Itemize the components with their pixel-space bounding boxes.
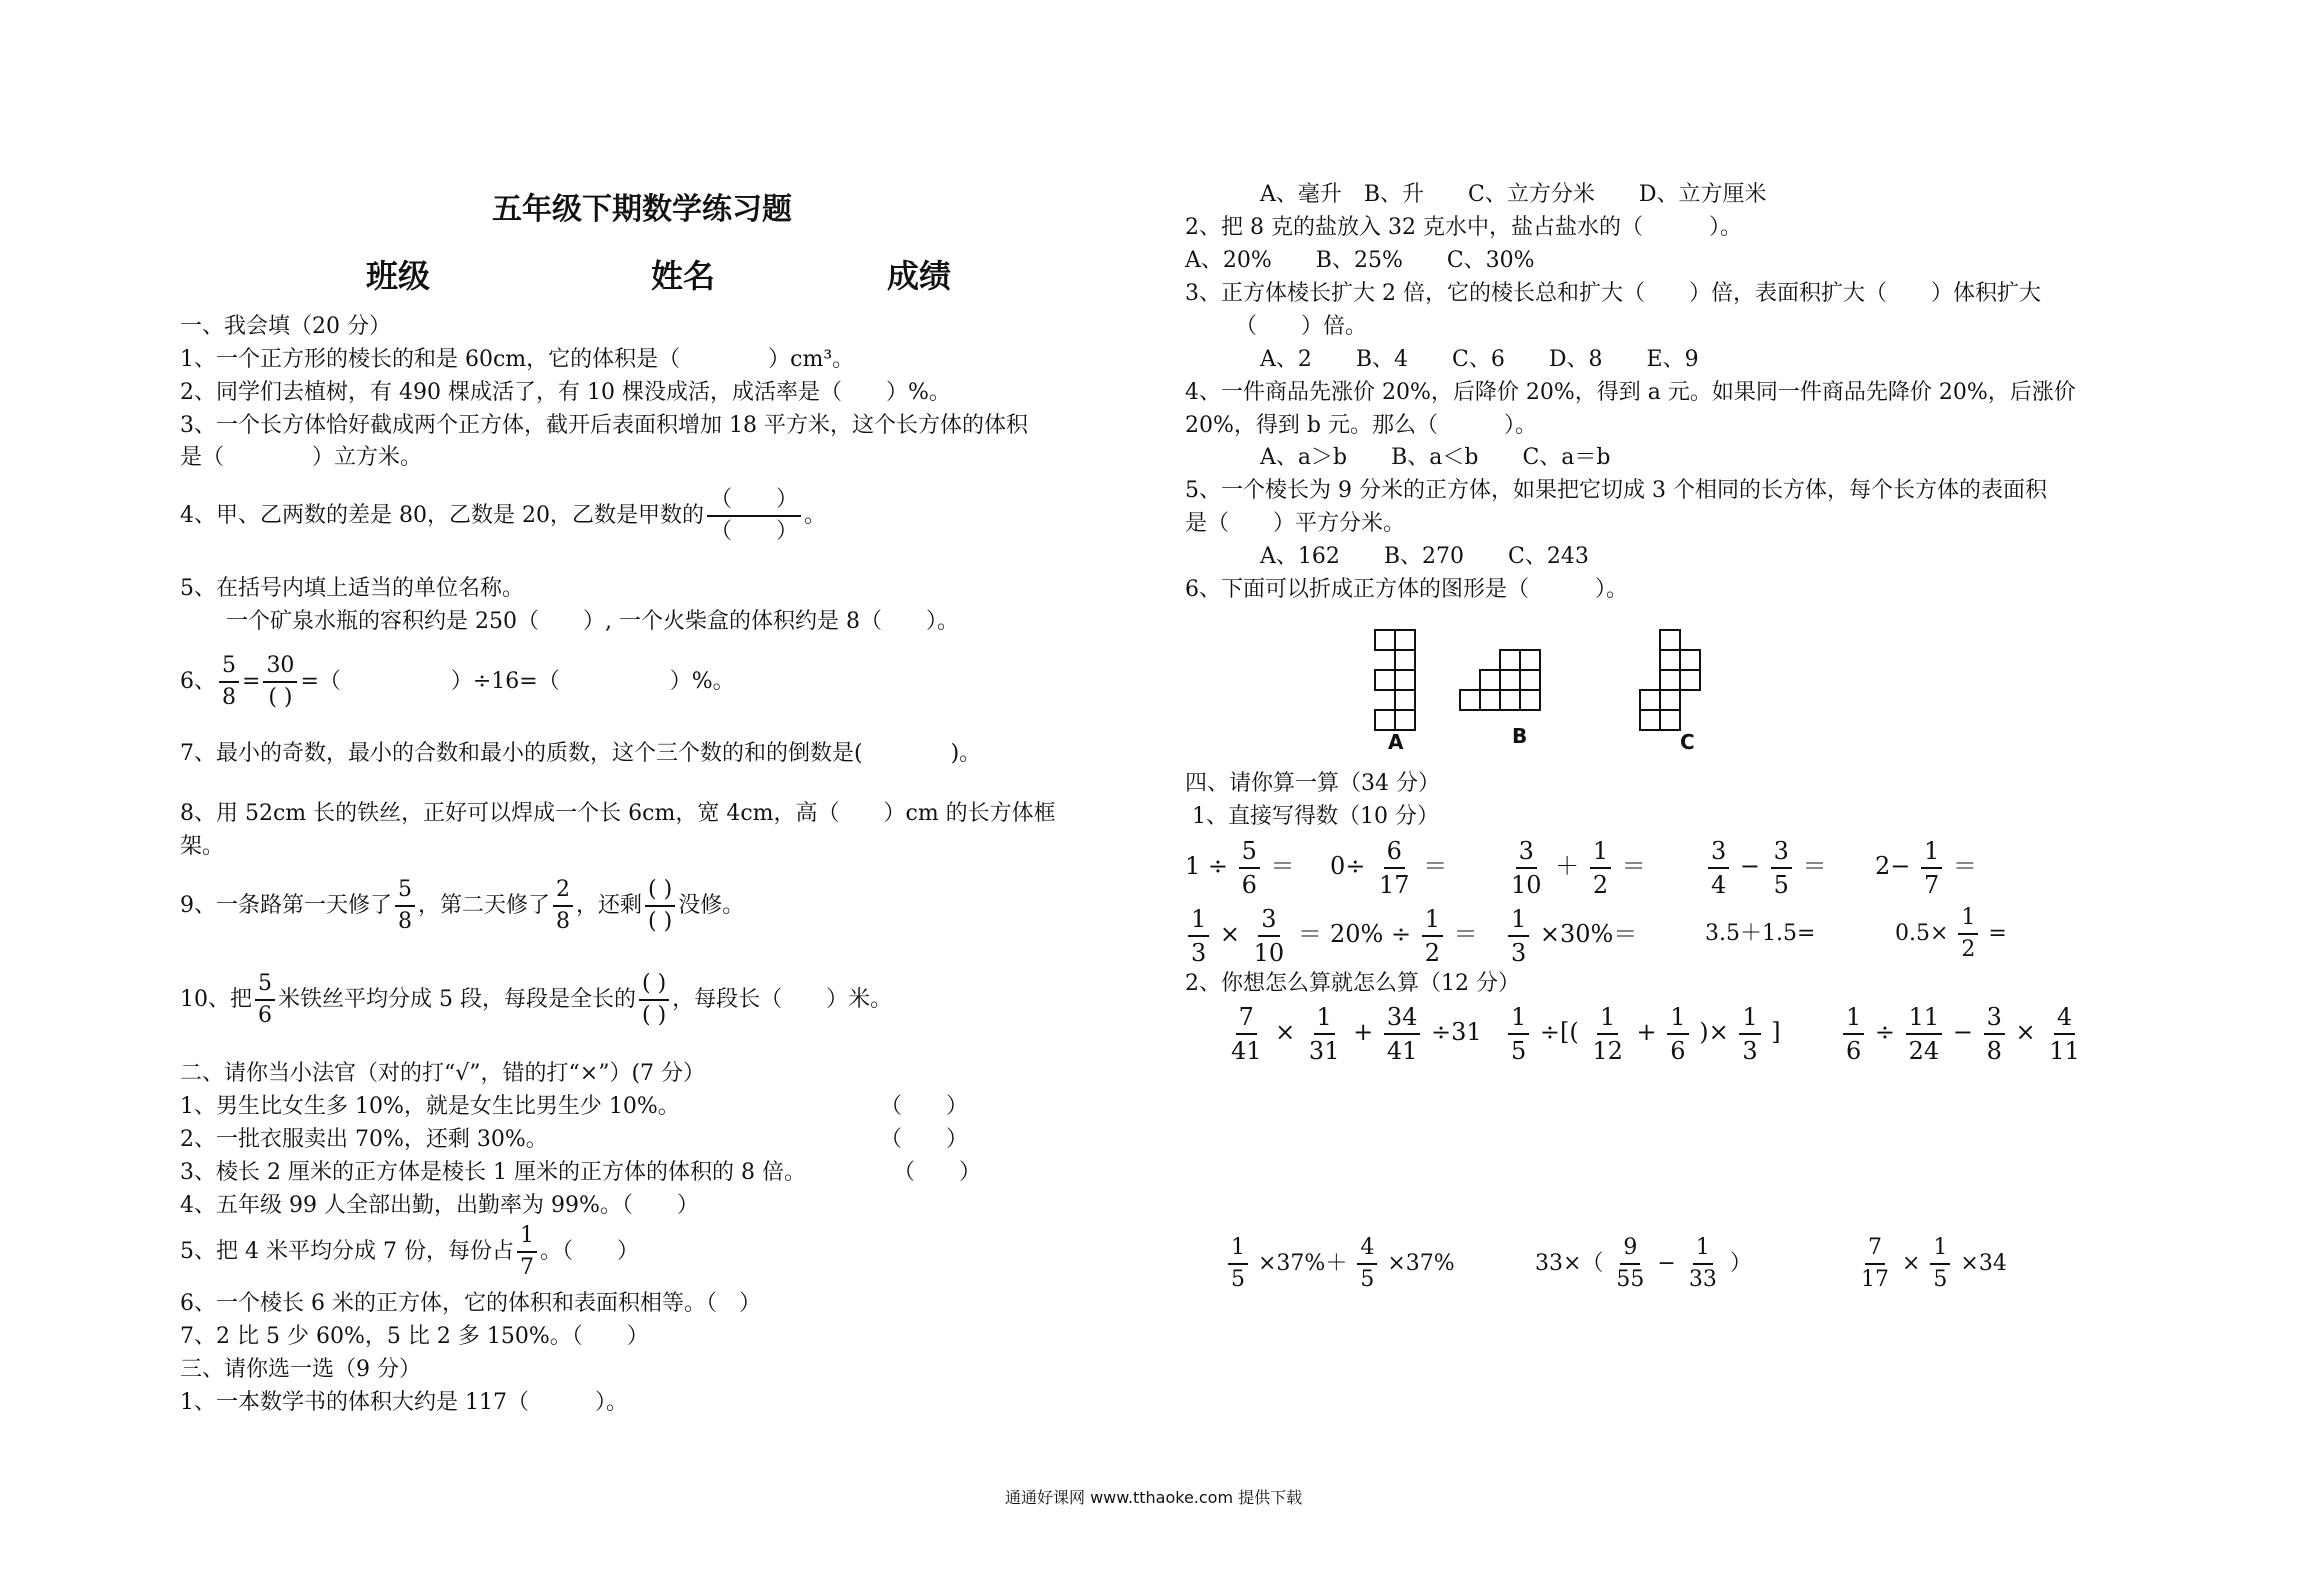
q6-f2-num: 30 — [263, 655, 297, 683]
s1-q5a: 5、在括号内填上适当的单位名称。 — [180, 576, 524, 601]
s4-sub1: 1、直接写得数（10 分） — [1192, 804, 1439, 829]
q10-f1-den: 6 — [258, 1003, 272, 1028]
section3-heading: 三、请你选一选（9 分） — [180, 1357, 421, 1382]
calc-3-3: $\frac{1}{6}$ ÷ $\frac{11}{24}$ − $\frac{3}{8}$ × $\frac{4}{11}$ — [1840, 1002, 2086, 1063]
calc-4-3: $\frac{7}{17}$ × $\frac{1}{5}$ ×34 — [1861, 1235, 2007, 1292]
section4-heading: 四、请你算一算（34 分） — [1185, 771, 1440, 796]
calc-1-3: $\frac{3}{10}$ ＋ $\frac{1}{2}$ ＝ — [1511, 836, 1646, 899]
calc-2-4: 3.5＋1.5= — [1705, 921, 1816, 946]
q4-fraction — [707, 489, 801, 543]
q9-fraction-2 — [553, 879, 573, 933]
q10-f2-den: ( ) — [642, 1003, 667, 1028]
q10-f1-num: 5 — [255, 973, 275, 1001]
s3-q5a: 5、一个棱长为 9 分米的正方体，如果把它切成 3 个相同的长方体，每个长方体的表面积 — [1185, 478, 2047, 503]
s1-q5b: 一个矿泉水瓶的容积约是 250（ ）, 一个火柴盒的体积约是 8（ ）。 — [226, 609, 959, 634]
q4-frac-den: （ ） — [709, 519, 798, 544]
s3-q3-options: A、2 B、4 C、6 D、8 E、9 — [1260, 347, 1699, 372]
footer-credit: 通通好课网 www.tthaoke.com 提供下载 — [1005, 1488, 1303, 1507]
q6-rest: =（ ）÷16=（ ）%。 — [300, 669, 735, 694]
q9-end: 没修。 — [678, 893, 745, 918]
q9-mid2: ，还剩 — [576, 893, 643, 918]
calc-3-1: $\frac{7}{41}$ × $\frac{1}{31}$ + $\frac{34}{41}$ ÷31 — [1231, 1002, 1482, 1065]
s2-q5-num: 1 — [517, 1225, 537, 1253]
calc-2-5: 0.5× $\frac{1}{2}$ = — [1895, 905, 2007, 962]
section1-heading: 一、我会填（20 分） — [180, 314, 391, 339]
cube-net-figures — [1370, 625, 1730, 755]
s1-q8b: 架。 — [180, 834, 225, 859]
q9-f3-den: ( ) — [648, 909, 673, 934]
figure-label-a: A — [1388, 730, 1404, 754]
s4-sub2: 2、你想怎么算就怎么算（12 分） — [1185, 971, 1520, 996]
s2-q4: 4、五年级 99 人全部出勤，出勤率为 99%。（ ） — [180, 1193, 699, 1218]
s1-q6 — [180, 655, 735, 709]
s1-q3b: 是（ ）立方米。 — [180, 445, 423, 470]
s3-q1: 1、一本数学书的体积大约是 117（ ）。 — [180, 1390, 628, 1415]
q10-text: 10、把 — [180, 987, 252, 1012]
q6-fraction-1 — [219, 655, 239, 709]
q9-mid: ，第二天修了 — [418, 893, 551, 918]
q4-frac-num: （ ） — [707, 489, 801, 517]
s1-q8a: 8、用 52cm 长的铁丝，正好可以焊成一个长 6cm，宽 4cm，高（ ）cm 的长方体框 — [180, 801, 1056, 826]
s3-q4b: 20%，得到 b 元。那么（ ）。 — [1185, 413, 1537, 438]
calc-1-1: 1 ÷ $\frac{5}{6}$ ＝ — [1185, 836, 1295, 899]
s3-q5b: 是（ ）平方分米。 — [1185, 511, 1406, 536]
s1-q7: 7、最小的奇数，最小的合数和最小的质数，这个三个数的和的倒数是( )。 — [180, 741, 982, 766]
q9-f1-num: 5 — [395, 879, 415, 907]
q6-fraction-2 — [263, 655, 297, 709]
s3-q2-options: A、20% B、25% C、30% — [1185, 248, 1535, 273]
net-figure-a — [1375, 630, 1415, 730]
s3-q6: 6、下面可以折成正方体的图形是（ ）。 — [1185, 577, 1628, 602]
calc-3-2: $\frac{1}{5}$ ÷[( $\frac{1}{12}$ + $\frac{1}{6}$ )× $\frac{1}{3}$ ] — [1505, 1002, 1781, 1063]
figure-label-c: C — [1680, 730, 1695, 754]
s2-q5-den: 7 — [519, 1255, 534, 1280]
calc-4-1: $\frac{1}{5}$ ×37%＋ $\frac{4}{5}$ ×37% — [1225, 1234, 1455, 1294]
s2-q5-text: 5、把 4 米平均分成 7 份，每份占 — [180, 1239, 514, 1264]
q9-f2-num: 2 — [553, 879, 573, 907]
calc-2-2: 20% ÷ $\frac{1}{2}$ ＝ — [1330, 904, 1478, 967]
class-label: 班级 — [366, 257, 431, 295]
q4-end: 。 — [804, 503, 827, 528]
s3-q4a: 4、一件商品先涨价 20%，后降价 20%，得到 a 元。如果同一件商品先降价 20%，后涨价 — [1185, 380, 2076, 405]
s2-q3: 3、棱长 2 厘米的正方体是棱长 1 厘米的正方体的体积的 8 倍。 — [180, 1160, 806, 1185]
q6-f2-den: ( ) — [268, 685, 293, 710]
q10-mid: 米铁丝平均分成 5 段，每段是全长的 — [278, 987, 636, 1012]
calc-1-5: 2− $\frac{1}{7}$ ＝ — [1875, 836, 1977, 899]
q10-fraction-1 — [255, 973, 275, 1027]
section2-heading: 二、请你当小法官（对的打“√”，错的打“×”）(7 分） — [180, 1061, 706, 1086]
s3-q3a: 3、正方体棱长扩大 2 倍，它的棱长总和扩大（ ）倍，表面积扩大（ ）体积扩大 — [1185, 281, 2041, 306]
q6-f1-num: 5 — [219, 655, 239, 683]
q6-eq: = — [242, 669, 261, 694]
net-figure-c — [1640, 630, 1700, 730]
s2-q2-blank: （ ） — [880, 1127, 969, 1152]
q10-f2-num: ( ) — [639, 973, 669, 1001]
s2-q5-fraction — [517, 1225, 537, 1279]
calc-1-4: $\frac{3}{4}$ − $\frac{3}{5}$ ＝ — [1705, 838, 1827, 897]
s2-q1: 1、男生比女生多 10%，就是女生比男生少 10%。 — [180, 1094, 680, 1119]
calc-2-3: $\frac{1}{3}$ ×30%＝ — [1505, 906, 1637, 965]
s2-q5-end: 。（ ） — [539, 1239, 639, 1264]
q6-label: 6、 — [180, 669, 216, 694]
q6-f1-den: 8 — [222, 685, 236, 710]
figure-label-b: B — [1512, 724, 1528, 748]
name-label: 姓名 — [651, 257, 716, 295]
s2-q5 — [180, 1224, 639, 1280]
s1-q2: 2、同学们去植树，有 490 棵成活了，有 10 棵没成活，成活率是（ ）%。 — [180, 380, 951, 405]
q4-text: 4、甲、乙两数的差是 80，乙数是 20，乙数是甲数的 — [180, 503, 704, 528]
s1-q9 — [180, 876, 744, 936]
q9-text: 9、一条路第一天修了 — [180, 893, 392, 918]
s3-q5-options: A、162 B、270 C、243 — [1260, 544, 1589, 569]
page-title: 五年级下期数学练习题 — [492, 192, 792, 227]
s2-q7: 7、2 比 5 少 60%，5 比 2 多 150%。（ ） — [180, 1324, 649, 1349]
s1-q1: 1、一个正方形的棱长的和是 60cm，它的体积是（ ）cm³。 — [180, 347, 855, 372]
s2-q1-blank: （ ） — [880, 1094, 969, 1119]
q9-f2-den: 8 — [556, 909, 571, 934]
s1-q10 — [180, 970, 892, 1030]
s2-q2: 2、一批衣服卖出 70%，还剩 30%。 — [180, 1127, 548, 1152]
calc-2-1: $\frac{1}{3}$ × $\frac{3}{10}$ ＝ — [1185, 906, 1322, 965]
net-figure-b — [1460, 650, 1540, 710]
s3-q4-options: A、a＞b B、a＜b C、a＝b — [1260, 445, 1611, 470]
calc-1-2: 0÷ $\frac{6}{17}$ ＝ — [1330, 836, 1448, 899]
s3-q2: 2、把 8 克的盐放入 32 克水中，盐占盐水的（ ）。 — [1185, 215, 1742, 240]
s3-q3b: （ ）倍。 — [1235, 314, 1368, 339]
q9-f1-den: 8 — [398, 909, 412, 934]
q9-fraction-3 — [645, 879, 675, 933]
calc-4-2: 33×（ $\frac{9}{55}$ − $\frac{1}{33}$ ） — [1535, 1235, 1752, 1292]
s3-q1-options: A、毫升 B、升 C、立方分米 D、立方厘米 — [1260, 182, 1767, 207]
score-label: 成绩 — [887, 257, 952, 295]
s1-q3a: 3、一个长方体恰好截成两个正方体，截开后表面积增加 18 平方米，这个长方体的体积 — [180, 413, 1028, 438]
q10-end: ，每段长（ ）米。 — [672, 987, 893, 1012]
s1-q4 — [180, 489, 826, 543]
q9-f3-num: ( ) — [645, 879, 675, 907]
q10-fraction-2 — [639, 973, 669, 1027]
q9-fraction-1 — [395, 879, 415, 933]
s2-q3-blank: （ ） — [893, 1160, 982, 1185]
s2-q6: 6、一个棱长 6 米的正方体，它的体积和表面积相等。（ ） — [180, 1291, 761, 1316]
